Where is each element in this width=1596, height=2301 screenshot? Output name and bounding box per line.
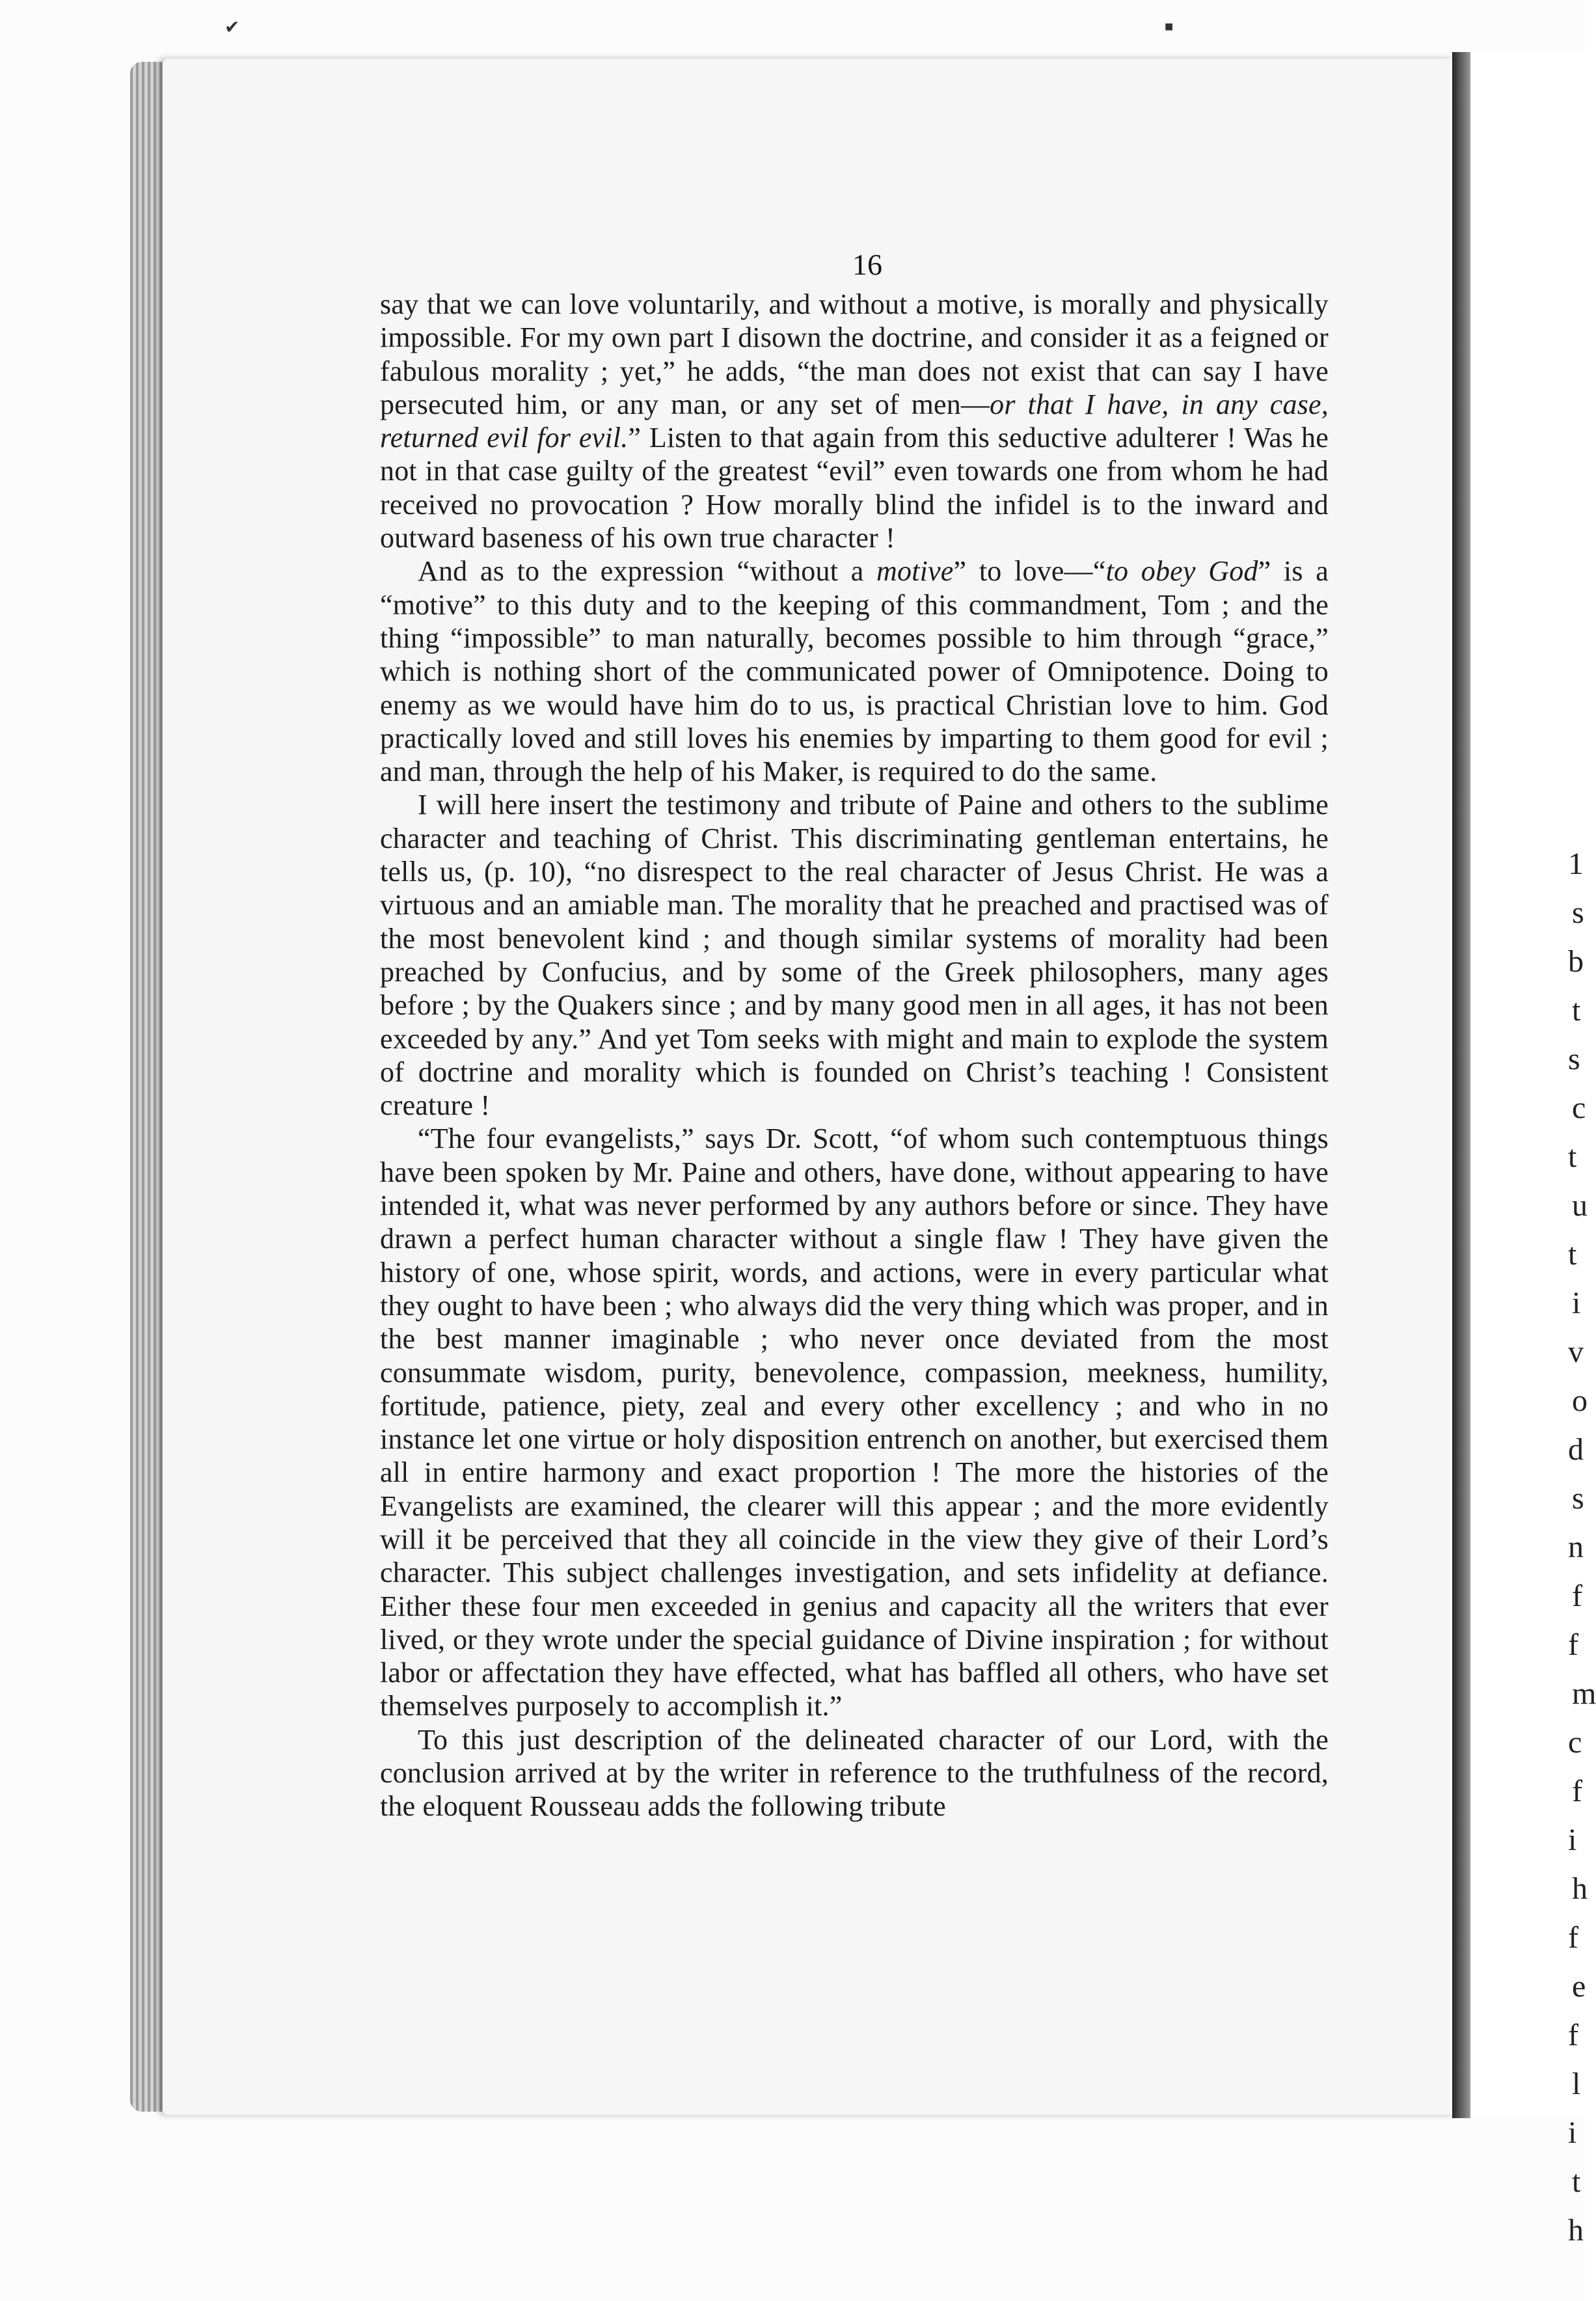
- next-page-fragment: i: [1568, 2116, 1577, 2150]
- next-page-fragment: f: [1568, 2018, 1578, 2052]
- paragraph: [380, 1122, 1329, 1722]
- next-page-fragment: l: [1572, 2067, 1581, 2101]
- paragraph: [380, 288, 1329, 554]
- italic-text: motive: [876, 555, 954, 588]
- text-run: To this just description of the delineated character of our Lord, with the conclusion arrived at by the writer in reference to the truthfulness of the record, the eloquent Rousseau adds the following tribute: [380, 1723, 1329, 1823]
- next-page-fragment: i: [1568, 1823, 1577, 1857]
- italic-text: to obey God: [1105, 555, 1258, 588]
- body-text: [380, 288, 1329, 1823]
- book-gutter: [1452, 52, 1470, 2118]
- scan-speck: ✔: [224, 18, 240, 38]
- next-page-fragment: n: [1568, 1530, 1584, 1564]
- page-number: 16: [852, 248, 882, 281]
- next-page-fragment: c: [1572, 1091, 1586, 1125]
- next-page-fragment: t: [1568, 1237, 1577, 1272]
- paragraph: [380, 1723, 1329, 1823]
- next-page-fragment: f: [1568, 1627, 1578, 1662]
- next-page-fragment: m: [1572, 1676, 1596, 1711]
- text-run: ” Listen to that again from this seductive adulterer ! Was he not in that case guilty of the greatest “evil” even towards one from whom he had received no provocation ? How morally blind the infidel is to the inward and outward baseness of his own true character !: [380, 422, 1329, 554]
- next-page-fragment: t: [1572, 2164, 1581, 2199]
- next-page-fragment: b: [1568, 944, 1584, 979]
- next-page-fragment: u: [1572, 1188, 1588, 1223]
- next-page-fragment: o: [1572, 1383, 1588, 1418]
- text-run: “The four evangelists,” says Dr. Scott, “of whom such contemptuous things have been spoken by Mr. Paine and others, have done, without appearing to have intended it, what was never performed by any authors before or since. They have drawn a perfect human character without a single flaw ! They have given the history of one, whose spirit, words, and actions, were in every particular what they ought to have been ; who always did the very thing which was proper, and in the best manner imaginable ; who never once deviated from the most consummate wisdom, purity, benevolence, compassion, meekness, humility, fortitude, patience, piety, zeal and every other excellency ; and who in no instance let one virtue or holy disposition entrench on another, but exercised them all in entire harmony and exact proportion ! The more the histories of the Evangelists are examined, the clearer will this appear ; and the more evidently will it be perceived that they all coincide in the view they give of their Lord’s character. This subject challenges investigation, and sets infidelity at defiance. Either these four men exceeded in genius and capacity all the writers that ever lived, or they wrote under the special guidance of Divine inspiration ; for without labor or affectation they have effected, what has baffled all others, who have set themselves purposely to accomplish it.”: [380, 1123, 1329, 1722]
- next-page-fragment: f: [1572, 1579, 1582, 1613]
- next-page-fragment: d: [1568, 1432, 1584, 1467]
- next-page-fragment: i: [1572, 1286, 1581, 1320]
- scan-speck: ■: [1165, 18, 1174, 34]
- italic-text: or that I have, in any case, returned evil for evil.: [380, 388, 1329, 454]
- text-run: I will here insert the testimony and tribute of Paine and others to the sublime character and teaching of Christ. This discriminating gentleman entertains, he tells us, (p. 10), “no disrespect to the real character of Jesus Christ. He was a virtuous and an amiable man. The morality that he preached and practised was of the most benevolent kind ; and though similar systems of morality had been preached by Confucius, and by some of the Greek philosophers, many ages before ; by the Quakers since ; and by many good men in all ages, it has not been exceeded by any.” And yet Tom seeks with might and main to explode the system of doctrine and morality which is founded on Christ’s teaching ! Consistent creature !: [380, 789, 1329, 1122]
- next-page-fragment: 1: [1568, 847, 1584, 881]
- next-page-fragment: c: [1568, 1725, 1582, 1760]
- text-run: And as to the expression “without a: [418, 555, 877, 588]
- next-page-fragment: h: [1568, 2213, 1584, 2248]
- next-page-fragment: t: [1572, 993, 1581, 1028]
- next-page-fragment: h: [1572, 1872, 1588, 1906]
- next-page-fragment: e: [1572, 1969, 1586, 2004]
- next-page-fragment: f: [1568, 1920, 1578, 1955]
- text-run: ” to love—“: [953, 555, 1106, 588]
- next-page-fragment: t: [1568, 1139, 1577, 1174]
- next-page-edge: [1470, 52, 1596, 2248]
- text-run: ” is a “motive” to this duty and to the keeping of this commandment, Tom ; and the thing “impossible” to man naturally, becomes possible to him through “grace,” which is nothing short of the communicated power of Omnipotence. Doing to enemy as we would have him do to us, is practical Christian love to him. God practically loved and still loves his enemies by imparting to them good for evil ; and man, through the help of his Maker, is required to do the same.: [380, 555, 1329, 788]
- next-page-fragment: f: [1572, 1774, 1582, 1808]
- next-page-fragment: v: [1568, 1335, 1584, 1369]
- paragraph: [380, 554, 1329, 788]
- paragraph: [380, 788, 1329, 1122]
- text-run: say that we can love voluntarily, and without a motive, is morally and physically impossible. For my own part I disown the doctrine, and consider it as a feigned or fabulous morality ; yet,” he adds, “the man does not exist that can say I have persecuted him, or any man, or any set of men—: [380, 288, 1329, 420]
- next-page-fragment: s: [1572, 895, 1584, 930]
- next-page-fragment: s: [1572, 1481, 1584, 1516]
- next-page-fragment: s: [1568, 1042, 1580, 1076]
